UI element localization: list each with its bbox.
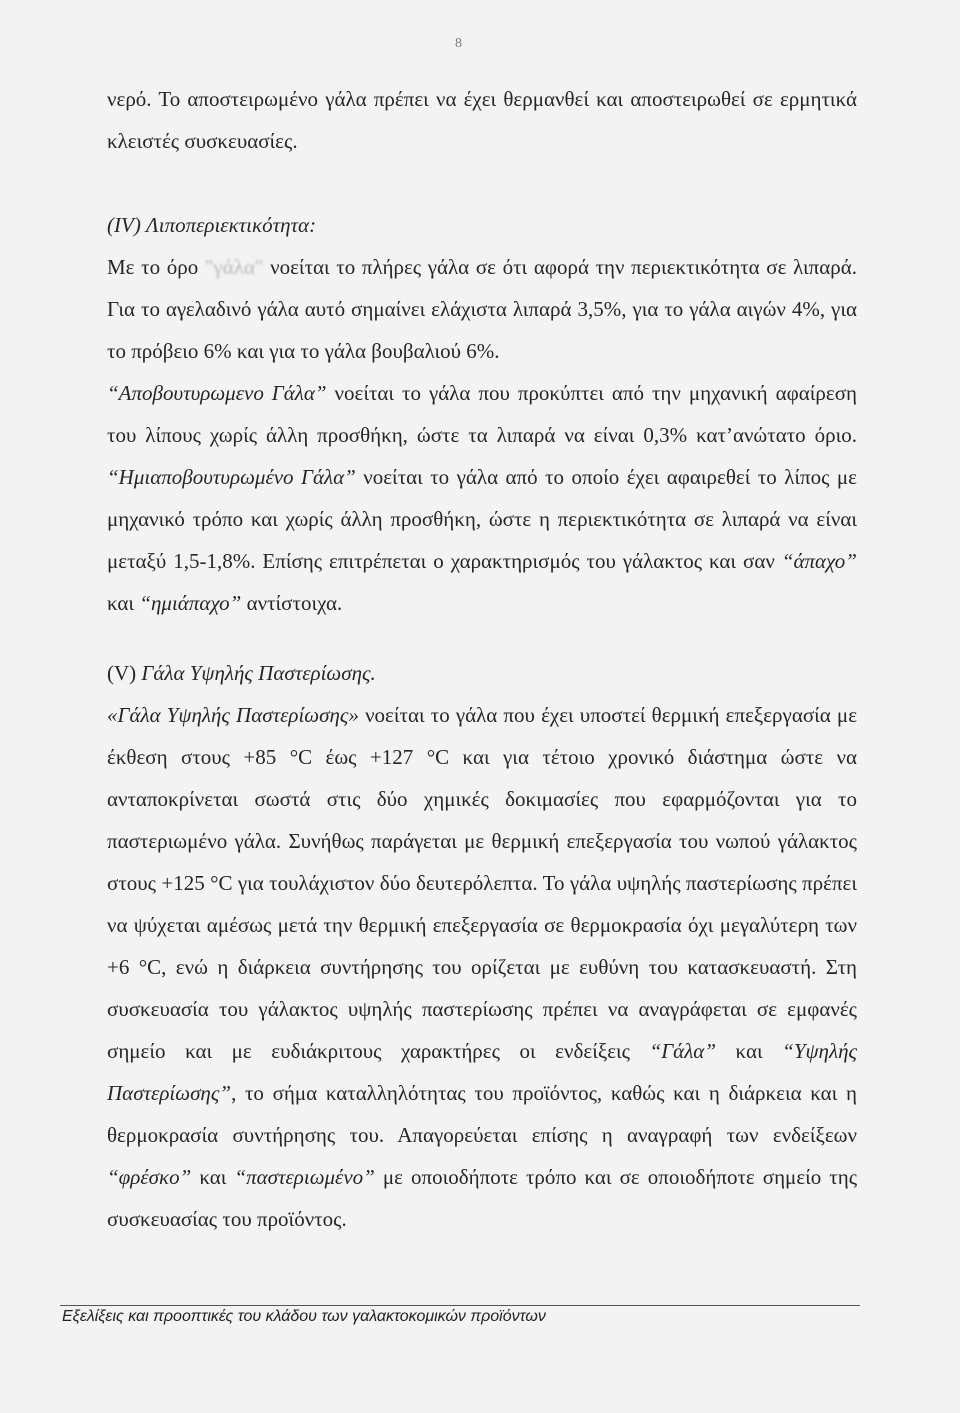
- term-high-pasteurization: «Γάλα Υψηλής Παστερίωσης»: [107, 703, 359, 727]
- footer-running-title: Εξελίξεις και προοπτικές του κλάδου των γαλακτοκομικών προϊόντων: [62, 1308, 546, 1325]
- term-ypsilis: “Υψηλής Παστερίωσης”: [107, 1039, 858, 1105]
- blurred-term: "γάλα": [204, 255, 264, 279]
- term-apaxo: “άπαχο”: [781, 549, 857, 573]
- text-span: Με το όρο: [107, 255, 199, 279]
- section-iv-heading: [107, 204, 857, 246]
- term-pasteurized: “παστεριωμένο”: [234, 1165, 375, 1189]
- section-v-heading: [107, 652, 857, 694]
- text-span: νοείται το γάλα που προκύπτει από την μηχανική αφαίρεση του λίπους χωρίς άλλη προσθήκη, ώστε τα λιπαρά να είναι 0,3% κατ’ανώτατο όριο.: [107, 381, 857, 447]
- text-span: και: [107, 591, 135, 615]
- paragraph-skimmed: [107, 372, 857, 624]
- text-span: νοείται το γάλα που έχει υποστεί θερμική επεξεργασία με έκθεση στους +85 °C έως +127 °C και για τέτοιο χρονικό διάστημα ώστε να ανταποκρίνεται σωστά στις δύο χημικές δοκιμασίες που εφαρμόζονται για το παστεριωμένο γάλα. Συνήθως παράγεται με θερμική επεξεργασία του νωπού γάλακτος στους +125 °C για τουλάχιστον δύο δευτερόλεπτα. Το γάλα υψηλής παστερίωσης πρέπει να ψύχεται αμέσως μετά την θερμική επεξεργασία σε θερμοκρασία όχι μεγαλύτερη των +6 °C, ενώ η διάρκεια συντήρησης του ορίζεται με ευθύνη του κατασκευαστή. Στη συσκευασία του γάλακτος υψηλής παστερίωσης πρέπει να αναγράφεται σε εμφανές σημείο και με ευδιάκριτους χαρακτήρες οι ενδείξεις: [107, 703, 858, 1063]
- document-body: [107, 78, 857, 1240]
- term-gala: “Γάλα”: [649, 1039, 716, 1063]
- term-fresko: “φρέσκο”: [107, 1165, 192, 1189]
- term-skimmed: “Αποβουτυρωμενο Γάλα”: [107, 381, 327, 405]
- text-span: αντίστοιχα.: [246, 591, 343, 615]
- footer-divider: [60, 1305, 860, 1306]
- paragraph-intro: νερό. Το αποστειρωμένο γάλα πρέπει να έχει θερμανθεί και αποστειρωθεί σε ερμητικά κλειστές συσκευασίες.: [107, 87, 857, 153]
- section-v-number: (V): [107, 661, 137, 685]
- section-iv-heading-text: (IV) Λιποπεριεκτικότητα:: [107, 213, 317, 237]
- text-span: και: [199, 1165, 227, 1189]
- text-span: , το σήμα καταλληλότητας του προϊόντος, καθώς και η διάρκεια και η θερμοκρασία συντήρησης του. Απαγορεύεται επίσης η αναγραφή των ενδείξεων: [107, 1081, 857, 1147]
- paragraph-high-pasteurization: [107, 694, 857, 1240]
- paragraph-fat-content: [107, 246, 857, 372]
- term-imiapaxo: “ημιάπαχο”: [139, 591, 242, 615]
- text-span: και: [735, 1039, 763, 1063]
- page-number: 8: [455, 36, 462, 51]
- term-semi-skimmed: “Ημιαποβουτυρωμένο Γάλα”: [107, 465, 356, 489]
- text-span: νοείται το γάλα από το οποίο έχει αφαιρεθεί το λίπος με μηχανικό τρόπο και χωρίς άλλη προσθήκη, ώστε η περιεκτικότητα σε λιπαρά να είναι μεταξύ 1,5-1,8%. Επίσης επιτρέπεται ο χαρακτηρισμός του γάλακτος και σαν: [107, 465, 857, 573]
- section-v-title: Γάλα Υψηλής Παστερίωσης.: [141, 661, 376, 685]
- text-span: με οποιοδήποτε τρόπο και σε οποιοδήποτε σημείο της συσκευασίας του προϊόντος.: [107, 1165, 858, 1231]
- text-span: νοείται το πλήρες γάλα σε ότι αφορά την περιεκτικότητα σε λιπαρά. Για το αγελαδινό γάλα αυτό σημαίνει ελάχιστα λιπαρά 3,5%, για το γάλα αιγών 4%, για το πρόβειο 6% και για το γάλα βουβαλιού 6%.: [107, 255, 857, 363]
